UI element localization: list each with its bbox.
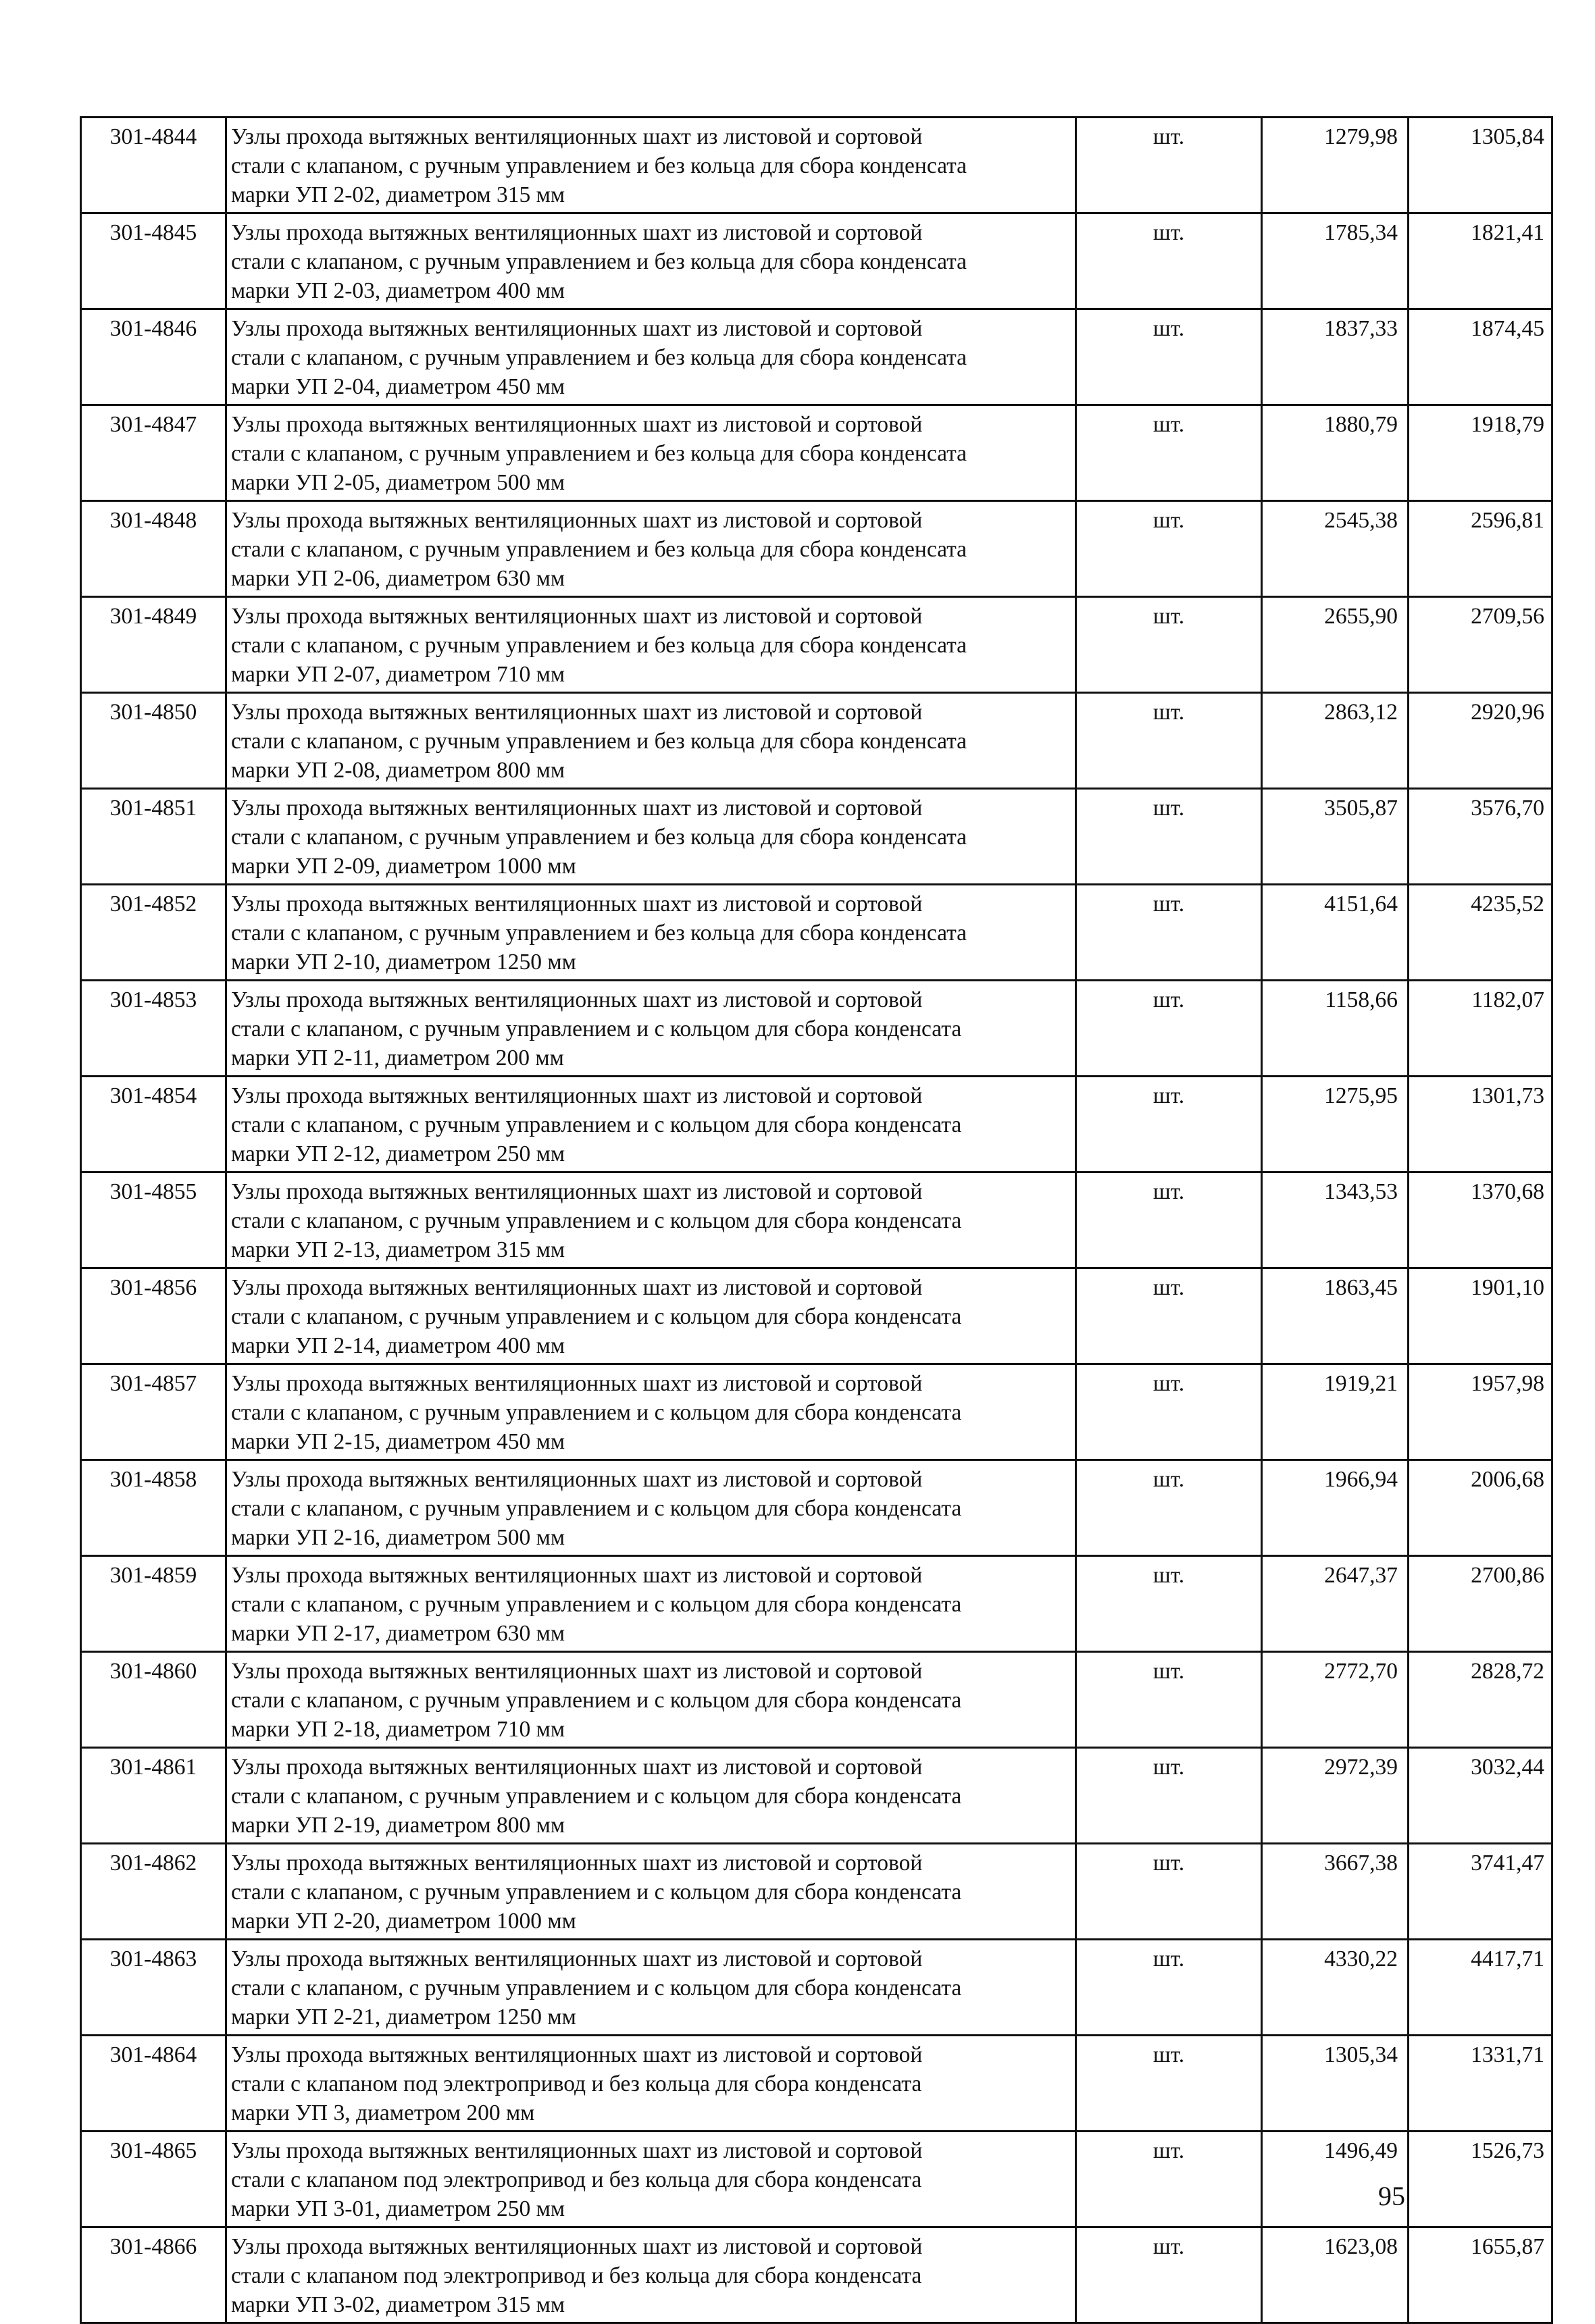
item-code: 301-4866: [81, 2227, 226, 2323]
item-code: 301-4847: [81, 405, 226, 501]
item-description: [226, 1652, 1076, 1748]
item-unit: шт.: [1076, 981, 1262, 1077]
item-code: 301-4852: [81, 885, 226, 981]
description-line: марки УП 2-06, диаметром 630 мм: [231, 566, 565, 591]
item-unit: шт.: [1076, 1652, 1262, 1748]
item-price-2: 2709,56: [1409, 597, 1552, 693]
item-price-1: 1919,21: [1262, 1364, 1409, 1460]
description-line: Узлы прохода вытяжных вентиляционных шахт из листовой и сортовой: [231, 796, 923, 821]
price-table-body: [81, 118, 1552, 2323]
description-line: Узлы прохода вытяжных вентиляционных шахт из листовой и сортовой: [231, 412, 923, 437]
table-row: [81, 789, 1552, 885]
table-row: [81, 1844, 1552, 1940]
item-price-2: 2920,96: [1409, 693, 1552, 789]
item-price-1: 1623,08: [1262, 2227, 1409, 2323]
description-line: Узлы прохода вытяжных вентиляционных шахт из листовой и сортовой: [231, 700, 923, 725]
description-line: стали с клапаном, с ручным управлением и без кольца для сбора конденсата: [231, 729, 967, 754]
description-line: стали с клапаном, с ручным управлением и без кольца для сбора конденсата: [231, 921, 967, 946]
description-line: Узлы прохода вытяжных вентиляционных шахт из листовой и сортовой: [231, 508, 923, 533]
description-line: марки УП 2-07, диаметром 710 мм: [231, 662, 565, 687]
item-unit: шт.: [1076, 789, 1262, 885]
item-unit: шт.: [1076, 1748, 1262, 1844]
item-code: 301-4862: [81, 1844, 226, 1940]
item-price-1: 1785,34: [1262, 213, 1409, 309]
table-row: [81, 2132, 1552, 2227]
description-line: Узлы прохода вытяжных вентиляционных шахт из листовой и сортовой: [231, 316, 923, 341]
item-description: [226, 1556, 1076, 1652]
description-line: Узлы прохода вытяжных вентиляционных шахт из листовой и сортовой: [231, 220, 923, 245]
description-line: марки УП 2-14, диаметром 400 мм: [231, 1333, 565, 1358]
item-price-2: 1305,84: [1409, 118, 1552, 213]
table-row: [81, 597, 1552, 693]
item-unit: шт.: [1076, 1940, 1262, 2036]
item-description: [226, 1460, 1076, 1556]
table-row: [81, 1748, 1552, 1844]
item-price-1: 1863,45: [1262, 1268, 1409, 1364]
item-price-1: 1279,98: [1262, 118, 1409, 213]
description-line: марки УП 2-13, диаметром 315 мм: [231, 1237, 565, 1262]
item-price-1: 2647,37: [1262, 1556, 1409, 1652]
item-description: [226, 1844, 1076, 1940]
description-line: стали с клапаном, с ручным управлением и с кольцом для сбора конденсата: [231, 1976, 962, 2000]
item-unit: шт.: [1076, 2132, 1262, 2227]
item-unit: шт.: [1076, 118, 1262, 213]
item-description: [226, 597, 1076, 693]
description-line: стали с клапаном, с ручным управлением и с кольцом для сбора конденсата: [231, 1688, 962, 1713]
page-number: 95: [1378, 2181, 1405, 2211]
item-unit: шт.: [1076, 885, 1262, 981]
item-price-1: 3505,87: [1262, 789, 1409, 885]
description-line: Узлы прохода вытяжных вентиляционных шахт из листовой и сортовой: [231, 1083, 923, 1108]
item-price-2: 2700,86: [1409, 1556, 1552, 1652]
item-code: 301-4850: [81, 693, 226, 789]
item-description: [226, 501, 1076, 597]
table-row: [81, 1364, 1552, 1460]
description-line: Узлы прохода вытяжных вентиляционных шахт из листовой и сортовой: [231, 1275, 923, 1300]
item-description: [226, 1748, 1076, 1844]
item-code: 301-4857: [81, 1364, 226, 1460]
item-code: 301-4854: [81, 1077, 226, 1172]
description-line: стали с клапаном, с ручным управлением и с кольцом для сбора конденсата: [231, 1304, 962, 1329]
description-line: стали с клапаном, с ручным управлением и без кольца для сбора конденсата: [231, 249, 967, 274]
item-price-1: 1158,66: [1262, 981, 1409, 1077]
description-line: стали с клапаном, с ручным управлением и с кольцом для сбора конденсата: [231, 1496, 962, 1521]
description-line: марки УП 3-02, диаметром 315 мм: [231, 2292, 565, 2317]
description-line: Узлы прохода вытяжных вентиляционных шахт из листовой и сортовой: [231, 1851, 923, 1876]
item-unit: шт.: [1076, 2227, 1262, 2323]
item-price-2: 2596,81: [1409, 501, 1552, 597]
item-price-2: 3741,47: [1409, 1844, 1552, 1940]
price-table: [80, 116, 1553, 2324]
description-line: стали с клапаном, с ручным управлением и с кольцом для сбора конденсата: [231, 1880, 962, 1905]
item-code: 301-4860: [81, 1652, 226, 1748]
description-line: стали с клапаном, с ручным управлением и без кольца для сбора конденсата: [231, 825, 967, 850]
description-line: стали с клапаном, с ручным управлением и с кольцом для сбора конденсата: [231, 1400, 962, 1425]
item-unit: шт.: [1076, 1172, 1262, 1268]
item-price-2: 1370,68: [1409, 1172, 1552, 1268]
description-line: Узлы прохода вытяжных вентиляционных шахт из листовой и сортовой: [231, 892, 923, 916]
table-row: [81, 1172, 1552, 1268]
description-line: Узлы прохода вытяжных вентиляционных шахт из листовой и сортовой: [231, 1563, 923, 1588]
table-row: [81, 405, 1552, 501]
table-row: [81, 1460, 1552, 1556]
description-line: стали с клапаном, с ручным управлением и с кольцом для сбора конденсата: [231, 1784, 962, 1809]
item-code: 301-4858: [81, 1460, 226, 1556]
item-unit: шт.: [1076, 1364, 1262, 1460]
item-code: 301-4846: [81, 309, 226, 405]
item-description: [226, 693, 1076, 789]
item-price-1: 1966,94: [1262, 1460, 1409, 1556]
table-row: [81, 1268, 1552, 1364]
description-line: марки УП 2-12, диаметром 250 мм: [231, 1141, 565, 1166]
description-line: марки УП 2-15, диаметром 450 мм: [231, 1429, 565, 1454]
table-row: [81, 2227, 1552, 2323]
item-unit: шт.: [1076, 1556, 1262, 1652]
description-line: стали с клапаном под электропривод и без кольца для сбора конденсата: [231, 2071, 922, 2096]
item-description: [226, 981, 1076, 1077]
item-price-2: 1301,73: [1409, 1077, 1552, 1172]
item-price-1: 4151,64: [1262, 885, 1409, 981]
item-description: [226, 789, 1076, 885]
description-line: Узлы прохода вытяжных вентиляционных шахт из листовой и сортовой: [231, 604, 923, 629]
description-line: Узлы прохода вытяжных вентиляционных шахт из листовой и сортовой: [231, 987, 923, 1012]
description-line: стали с клапаном, с ручным управлением и без кольца для сбора конденсата: [231, 345, 967, 370]
table-row: [81, 213, 1552, 309]
description-line: марки УП 3, диаметром 200 мм: [231, 2100, 535, 2125]
item-price-2: 1918,79: [1409, 405, 1552, 501]
item-price-2: 3032,44: [1409, 1748, 1552, 1844]
description-line: Узлы прохода вытяжных вентиляционных шахт из листовой и сортовой: [231, 2138, 923, 2163]
item-description: [226, 1172, 1076, 1268]
item-price-1: 1305,34: [1262, 2036, 1409, 2132]
item-price-2: 1526,73: [1409, 2132, 1552, 2227]
description-line: Узлы прохода вытяжных вентиляционных шахт из листовой и сортовой: [231, 2234, 923, 2259]
item-price-2: 4417,71: [1409, 1940, 1552, 2036]
description-line: марки УП 2-10, диаметром 1250 мм: [231, 950, 576, 975]
table-row: [81, 501, 1552, 597]
table-row: [81, 1652, 1552, 1748]
item-description: [226, 118, 1076, 213]
description-line: марки УП 2-16, диаметром 500 мм: [231, 1525, 565, 1550]
description-line: марки УП 3-01, диаметром 250 мм: [231, 2196, 565, 2221]
description-line: стали с клапаном, с ручным управлением и с кольцом для сбора конденсата: [231, 1208, 962, 1233]
description-line: стали с клапаном под электропривод и без кольца для сбора конденсата: [231, 2263, 922, 2288]
item-unit: шт.: [1076, 213, 1262, 309]
description-line: Узлы прохода вытяжных вентиляционных шахт из листовой и сортовой: [231, 2042, 923, 2067]
item-unit: шт.: [1076, 1460, 1262, 1556]
item-code: 301-4859: [81, 1556, 226, 1652]
description-line: марки УП 2-20, диаметром 1000 мм: [231, 1909, 576, 1934]
table-row: [81, 1077, 1552, 1172]
item-code: 301-4844: [81, 118, 226, 213]
item-description: [226, 1364, 1076, 1460]
item-price-1: 2772,70: [1262, 1652, 1409, 1748]
item-description: [226, 1077, 1076, 1172]
item-unit: шт.: [1076, 1077, 1262, 1172]
description-line: марки УП 2-04, диаметром 450 мм: [231, 374, 565, 399]
item-price-1: 1343,53: [1262, 1172, 1409, 1268]
description-line: стали с клапаном под электропривод и без кольца для сбора конденсата: [231, 2167, 922, 2192]
item-price-2: 4235,52: [1409, 885, 1552, 981]
item-price-1: 1880,79: [1262, 405, 1409, 501]
description-line: стали с клапаном, с ручным управлением и без кольца для сбора конденсата: [231, 633, 967, 658]
item-unit: шт.: [1076, 597, 1262, 693]
item-description: [226, 405, 1076, 501]
table-row: [81, 981, 1552, 1077]
item-code: 301-4855: [81, 1172, 226, 1268]
table-row: [81, 1940, 1552, 2036]
item-price-2: 1182,07: [1409, 981, 1552, 1077]
item-unit: шт.: [1076, 309, 1262, 405]
item-price-2: 1901,10: [1409, 1268, 1552, 1364]
description-line: марки УП 2-09, диаметром 1000 мм: [231, 854, 576, 879]
item-code: 301-4853: [81, 981, 226, 1077]
item-price-2: 1331,71: [1409, 2036, 1552, 2132]
item-description: [226, 309, 1076, 405]
item-unit: шт.: [1076, 405, 1262, 501]
description-line: марки УП 2-21, диаметром 1250 мм: [231, 2005, 576, 2030]
item-price-2: 1821,41: [1409, 213, 1552, 309]
description-line: Узлы прохода вытяжных вентиляционных шахт из листовой и сортовой: [231, 1755, 923, 1780]
description-line: Узлы прохода вытяжных вентиляционных шахт из листовой и сортовой: [231, 1179, 923, 1204]
table-row: [81, 1556, 1552, 1652]
item-code: 301-4861: [81, 1748, 226, 1844]
item-description: [226, 1268, 1076, 1364]
item-code: 301-4845: [81, 213, 226, 309]
description-line: марки УП 2-11, диаметром 200 мм: [231, 1045, 564, 1070]
item-price-1: 1275,95: [1262, 1077, 1409, 1172]
item-code: 301-4856: [81, 1268, 226, 1364]
item-code: 301-4863: [81, 1940, 226, 2036]
item-code: 301-4865: [81, 2132, 226, 2227]
item-price-1: 3667,38: [1262, 1844, 1409, 1940]
item-description: [226, 2227, 1076, 2323]
description-line: Узлы прохода вытяжных вентиляционных шахт из листовой и сортовой: [231, 1659, 923, 1684]
item-unit: шт.: [1076, 2036, 1262, 2132]
item-description: [226, 1940, 1076, 2036]
item-code: 301-4851: [81, 789, 226, 885]
item-code: 301-4864: [81, 2036, 226, 2132]
item-description: [226, 2036, 1076, 2132]
description-line: марки УП 2-17, диаметром 630 мм: [231, 1621, 565, 1646]
item-unit: шт.: [1076, 1844, 1262, 1940]
description-line: стали с клапаном, с ручным управлением и с кольцом для сбора конденсата: [231, 1016, 962, 1041]
table-row: [81, 885, 1552, 981]
item-description: [226, 885, 1076, 981]
description-line: марки УП 2-19, диаметром 800 мм: [231, 1813, 565, 1838]
description-line: стали с клапаном, с ручным управлением и с кольцом для сбора конденсата: [231, 1112, 962, 1137]
item-price-2: 2828,72: [1409, 1652, 1552, 1748]
item-price-1: 1496,49: [1262, 2132, 1409, 2227]
item-price-2: 2006,68: [1409, 1460, 1552, 1556]
item-code: 301-4848: [81, 501, 226, 597]
description-line: Узлы прохода вытяжных вентиляционных шахт из листовой и сортовой: [231, 124, 923, 149]
table-row: [81, 693, 1552, 789]
description-line: марки УП 2-05, диаметром 500 мм: [231, 470, 565, 495]
item-code: 301-4849: [81, 597, 226, 693]
description-line: стали с клапаном, с ручным управлением и с кольцом для сбора конденсата: [231, 1592, 962, 1617]
description-line: марки УП 2-18, диаметром 710 мм: [231, 1717, 565, 1742]
item-price-2: 3576,70: [1409, 789, 1552, 885]
item-price-1: 1837,33: [1262, 309, 1409, 405]
description-line: Узлы прохода вытяжных вентиляционных шахт из листовой и сортовой: [231, 1371, 923, 1396]
table-row: [81, 118, 1552, 213]
table-row: [81, 2036, 1552, 2132]
item-price-2: 1874,45: [1409, 309, 1552, 405]
description-line: Узлы прохода вытяжных вентиляционных шахт из листовой и сортовой: [231, 1467, 923, 1492]
description-line: марки УП 2-02, диаметром 315 мм: [231, 182, 565, 207]
description-line: Узлы прохода вытяжных вентиляционных шахт из листовой и сортовой: [231, 1946, 923, 1971]
description-line: стали с клапаном, с ручным управлением и без кольца для сбора конденсата: [231, 153, 967, 178]
description-line: марки УП 2-03, диаметром 400 мм: [231, 278, 565, 303]
description-line: стали с клапаном, с ручным управлением и без кольца для сбора конденсата: [231, 441, 967, 466]
item-price-1: 4330,22: [1262, 1940, 1409, 2036]
description-line: марки УП 2-08, диаметром 800 мм: [231, 758, 565, 783]
item-unit: шт.: [1076, 501, 1262, 597]
item-price-1: 2972,39: [1262, 1748, 1409, 1844]
item-description: [226, 213, 1076, 309]
item-description: [226, 2132, 1076, 2227]
item-unit: шт.: [1076, 1268, 1262, 1364]
item-price-1: 2863,12: [1262, 693, 1409, 789]
item-price-2: 1655,87: [1409, 2227, 1552, 2323]
description-line: стали с клапаном, с ручным управлением и без кольца для сбора конденсата: [231, 537, 967, 562]
table-row: [81, 309, 1552, 405]
item-price-1: 2545,38: [1262, 501, 1409, 597]
item-price-1: 2655,90: [1262, 597, 1409, 693]
item-price-2: 1957,98: [1409, 1364, 1552, 1460]
item-unit: шт.: [1076, 693, 1262, 789]
